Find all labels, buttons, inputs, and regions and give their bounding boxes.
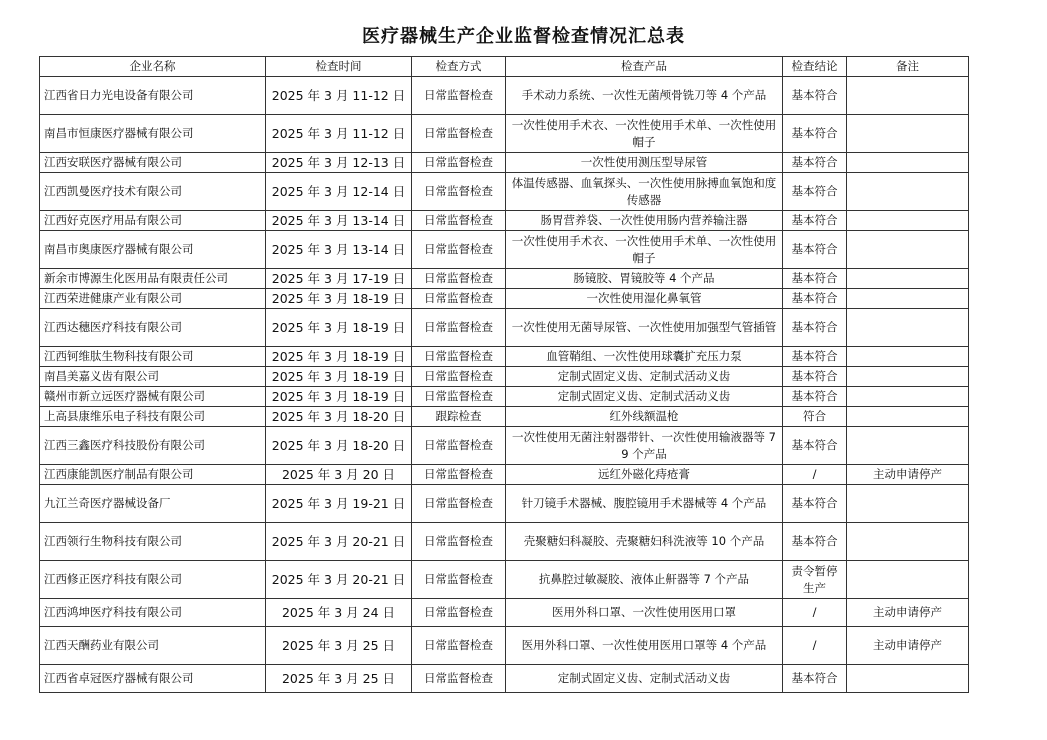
table-row [40, 387, 969, 407]
cell-result: / [783, 627, 847, 665]
cell-company: 南昌美嘉义齿有限公司 [40, 367, 266, 387]
cell-date: 2025 年 3 月 24 日 [266, 599, 412, 627]
cell-method: 日常监督检查 [412, 387, 506, 407]
cell-date: 2025 年 3 月 18-19 日 [266, 289, 412, 309]
cell-company: 赣州市新立远医疗器械有限公司 [40, 387, 266, 407]
page-title: 医疗器械生产企业监督检查情况汇总表 [362, 26, 685, 47]
cell-remark [847, 173, 969, 211]
cell-result: 基本符合 [783, 665, 847, 693]
cell-remark [847, 561, 969, 599]
cell-remark [847, 289, 969, 309]
cell-product: 定制式固定义齿、定制式活动义齿 [506, 665, 783, 693]
cell-result: 基本符合 [783, 387, 847, 407]
cell-method: 日常监督检查 [412, 465, 506, 485]
cell-product: 医用外科口罩、一次性使用医用口罩等 4 个产品 [506, 627, 783, 665]
cell-result: 责令暂停生产 [783, 561, 847, 599]
table-row [40, 309, 969, 347]
inspection-summary-table [39, 56, 969, 693]
cell-result: 基本符合 [783, 153, 847, 173]
cell-company: 九江兰奇医疗器械设备厂 [40, 485, 266, 523]
cell-company: 南昌市恒康医疗器械有限公司 [40, 115, 266, 153]
cell-company: 江西鸿坤医疗科技有限公司 [40, 599, 266, 627]
cell-remark [847, 211, 969, 231]
cell-date: 2025 年 3 月 20-21 日 [266, 523, 412, 561]
cell-company: 江西达穗医疗科技有限公司 [40, 309, 266, 347]
cell-method: 日常监督检查 [412, 115, 506, 153]
table-row [40, 523, 969, 561]
cell-remark [847, 347, 969, 367]
cell-method: 日常监督检查 [412, 211, 506, 231]
table-row [40, 211, 969, 231]
cell-product: 手术动力系统、一次性无菌颅骨铣刀等 4 个产品 [506, 77, 783, 115]
table-row [40, 427, 969, 465]
cell-date: 2025 年 3 月 12-14 日 [266, 173, 412, 211]
cell-date: 2025 年 3 月 18-20 日 [266, 427, 412, 465]
cell-product: 体温传感器、血氧探头、一次性使用脉搏血氧饱和度传感器 [506, 173, 783, 211]
header-result: 检查结论 [783, 57, 847, 77]
cell-method: 日常监督检查 [412, 627, 506, 665]
table-row [40, 627, 969, 665]
cell-date: 2025 年 3 月 18-20 日 [266, 407, 412, 427]
header-remark: 备注 [847, 57, 969, 77]
cell-result: 基本符合 [783, 427, 847, 465]
cell-result: 基本符合 [783, 367, 847, 387]
cell-method: 日常监督检查 [412, 153, 506, 173]
cell-date: 2025 年 3 月 17-19 日 [266, 269, 412, 289]
table-row [40, 561, 969, 599]
cell-remark [847, 387, 969, 407]
cell-method: 日常监督检查 [412, 485, 506, 523]
cell-result: / [783, 599, 847, 627]
cell-company: 江西好克医疗用品有限公司 [40, 211, 266, 231]
cell-method: 日常监督检查 [412, 599, 506, 627]
cell-result: 基本符合 [783, 115, 847, 153]
header-method: 检查方式 [412, 57, 506, 77]
cell-company: 江西省日力光电设备有限公司 [40, 77, 266, 115]
cell-product: 抗鼻腔过敏凝胶、液体止鼾器等 7 个产品 [506, 561, 783, 599]
cell-product: 定制式固定义齿、定制式活动义齿 [506, 387, 783, 407]
cell-remark: 主动申请停产 [847, 465, 969, 485]
cell-company: 江西三鑫医疗科技股份有限公司 [40, 427, 266, 465]
table-row [40, 665, 969, 693]
cell-result: 基本符合 [783, 309, 847, 347]
cell-product: 肠胃营养袋、一次性使用肠内营养输注器 [506, 211, 783, 231]
cell-remark: 主动申请停产 [847, 627, 969, 665]
cell-remark [847, 115, 969, 153]
cell-company: 新余市博源生化医用品有限责任公司 [40, 269, 266, 289]
cell-product: 定制式固定义齿、定制式活动义齿 [506, 367, 783, 387]
cell-method: 日常监督检查 [412, 289, 506, 309]
cell-result: 基本符合 [783, 289, 847, 309]
cell-date: 2025 年 3 月 12-13 日 [266, 153, 412, 173]
cell-company: 江西安联医疗器械有限公司 [40, 153, 266, 173]
table-row [40, 347, 969, 367]
cell-date: 2025 年 3 月 18-19 日 [266, 309, 412, 347]
table-row [40, 465, 969, 485]
cell-company: 上高县康维乐电子科技有限公司 [40, 407, 266, 427]
cell-product: 远红外磁化痔疮膏 [506, 465, 783, 485]
cell-remark [847, 523, 969, 561]
cell-product: 一次性使用手术衣、一次性使用手术单、一次性使用帽子 [506, 115, 783, 153]
cell-company: 江西天酬药业有限公司 [40, 627, 266, 665]
cell-result: 基本符合 [783, 173, 847, 211]
table-row [40, 367, 969, 387]
cell-method: 日常监督检查 [412, 347, 506, 367]
table-row [40, 599, 969, 627]
cell-remark: 主动申请停产 [847, 599, 969, 627]
cell-product: 肠镜胶、胃镜胶等 4 个产品 [506, 269, 783, 289]
cell-date: 2025 年 3 月 18-19 日 [266, 347, 412, 367]
table-body [40, 77, 969, 693]
cell-method: 日常监督检查 [412, 309, 506, 347]
table-row [40, 269, 969, 289]
cell-result: 基本符合 [783, 77, 847, 115]
header-company: 企业名称 [40, 57, 266, 77]
cell-company: 江西凯曼医疗技术有限公司 [40, 173, 266, 211]
cell-product: 血管鞘组、一次性使用球囊扩充压力泵 [506, 347, 783, 367]
cell-remark [847, 665, 969, 693]
cell-method: 日常监督检查 [412, 523, 506, 561]
cell-date: 2025 年 3 月 19-21 日 [266, 485, 412, 523]
cell-product: 红外线额温枪 [506, 407, 783, 427]
cell-product: 针刀镜手术器械、腹腔镜用手术器械等 4 个产品 [506, 485, 783, 523]
cell-remark [847, 407, 969, 427]
cell-company: 南昌市奥康医疗器械有限公司 [40, 231, 266, 269]
cell-date: 2025 年 3 月 13-14 日 [266, 211, 412, 231]
cell-company: 江西省卓冠医疗器械有限公司 [40, 665, 266, 693]
table-row [40, 115, 969, 153]
cell-method: 日常监督检查 [412, 231, 506, 269]
table-row [40, 485, 969, 523]
cell-date: 2025 年 3 月 25 日 [266, 627, 412, 665]
cell-result: 基本符合 [783, 523, 847, 561]
cell-remark [847, 427, 969, 465]
cell-product: 一次性使用无菌注射器带针、一次性使用输液器等 79 个产品 [506, 427, 783, 465]
cell-method: 日常监督检查 [412, 367, 506, 387]
table-row [40, 173, 969, 211]
cell-date: 2025 年 3 月 20-21 日 [266, 561, 412, 599]
cell-company: 江西康能凯医疗制品有限公司 [40, 465, 266, 485]
cell-method: 日常监督检查 [412, 665, 506, 693]
cell-product: 一次性使用湿化鼻氧管 [506, 289, 783, 309]
cell-remark [847, 153, 969, 173]
cell-result: 基本符合 [783, 347, 847, 367]
cell-remark [847, 309, 969, 347]
cell-product: 一次性使用测压型导尿管 [506, 153, 783, 173]
cell-company: 江西领行生物科技有限公司 [40, 523, 266, 561]
header-product: 检查产品 [506, 57, 783, 77]
table-row [40, 77, 969, 115]
table-row [40, 231, 969, 269]
cell-remark [847, 269, 969, 289]
cell-method: 日常监督检查 [412, 77, 506, 115]
table-row [40, 153, 969, 173]
cell-date: 2025 年 3 月 18-19 日 [266, 367, 412, 387]
header-date: 检查时间 [266, 57, 412, 77]
table-row [40, 289, 969, 309]
cell-remark [847, 231, 969, 269]
cell-result: / [783, 465, 847, 485]
cell-date: 2025 年 3 月 11-12 日 [266, 115, 412, 153]
cell-method: 日常监督检查 [412, 561, 506, 599]
cell-method: 跟踪检查 [412, 407, 506, 427]
table-row [40, 407, 969, 427]
cell-result: 基本符合 [783, 485, 847, 523]
cell-remark [847, 367, 969, 387]
cell-date: 2025 年 3 月 11-12 日 [266, 77, 412, 115]
cell-result: 基本符合 [783, 211, 847, 231]
cell-product: 一次性使用无菌导尿管、一次性使用加强型气管插管 [506, 309, 783, 347]
cell-remark [847, 485, 969, 523]
cell-result: 基本符合 [783, 269, 847, 289]
cell-method: 日常监督检查 [412, 173, 506, 211]
table-header-row [40, 57, 969, 77]
cell-company: 江西钶维肽生物科技有限公司 [40, 347, 266, 367]
cell-date: 2025 年 3 月 13-14 日 [266, 231, 412, 269]
cell-product: 壳聚糖妇科凝胶、壳聚糖妇科洗液等 10 个产品 [506, 523, 783, 561]
cell-company: 江西荣进健康产业有限公司 [40, 289, 266, 309]
cell-product: 一次性使用手术衣、一次性使用手术单、一次性使用帽子 [506, 231, 783, 269]
cell-result: 基本符合 [783, 231, 847, 269]
cell-date: 2025 年 3 月 25 日 [266, 665, 412, 693]
cell-remark [847, 77, 969, 115]
cell-method: 日常监督检查 [412, 269, 506, 289]
cell-result: 符合 [783, 407, 847, 427]
cell-date: 2025 年 3 月 18-19 日 [266, 387, 412, 407]
cell-product: 医用外科口罩、一次性使用医用口罩 [506, 599, 783, 627]
cell-date: 2025 年 3 月 20 日 [266, 465, 412, 485]
cell-method: 日常监督检查 [412, 427, 506, 465]
cell-company: 江西修正医疗科技有限公司 [40, 561, 266, 599]
